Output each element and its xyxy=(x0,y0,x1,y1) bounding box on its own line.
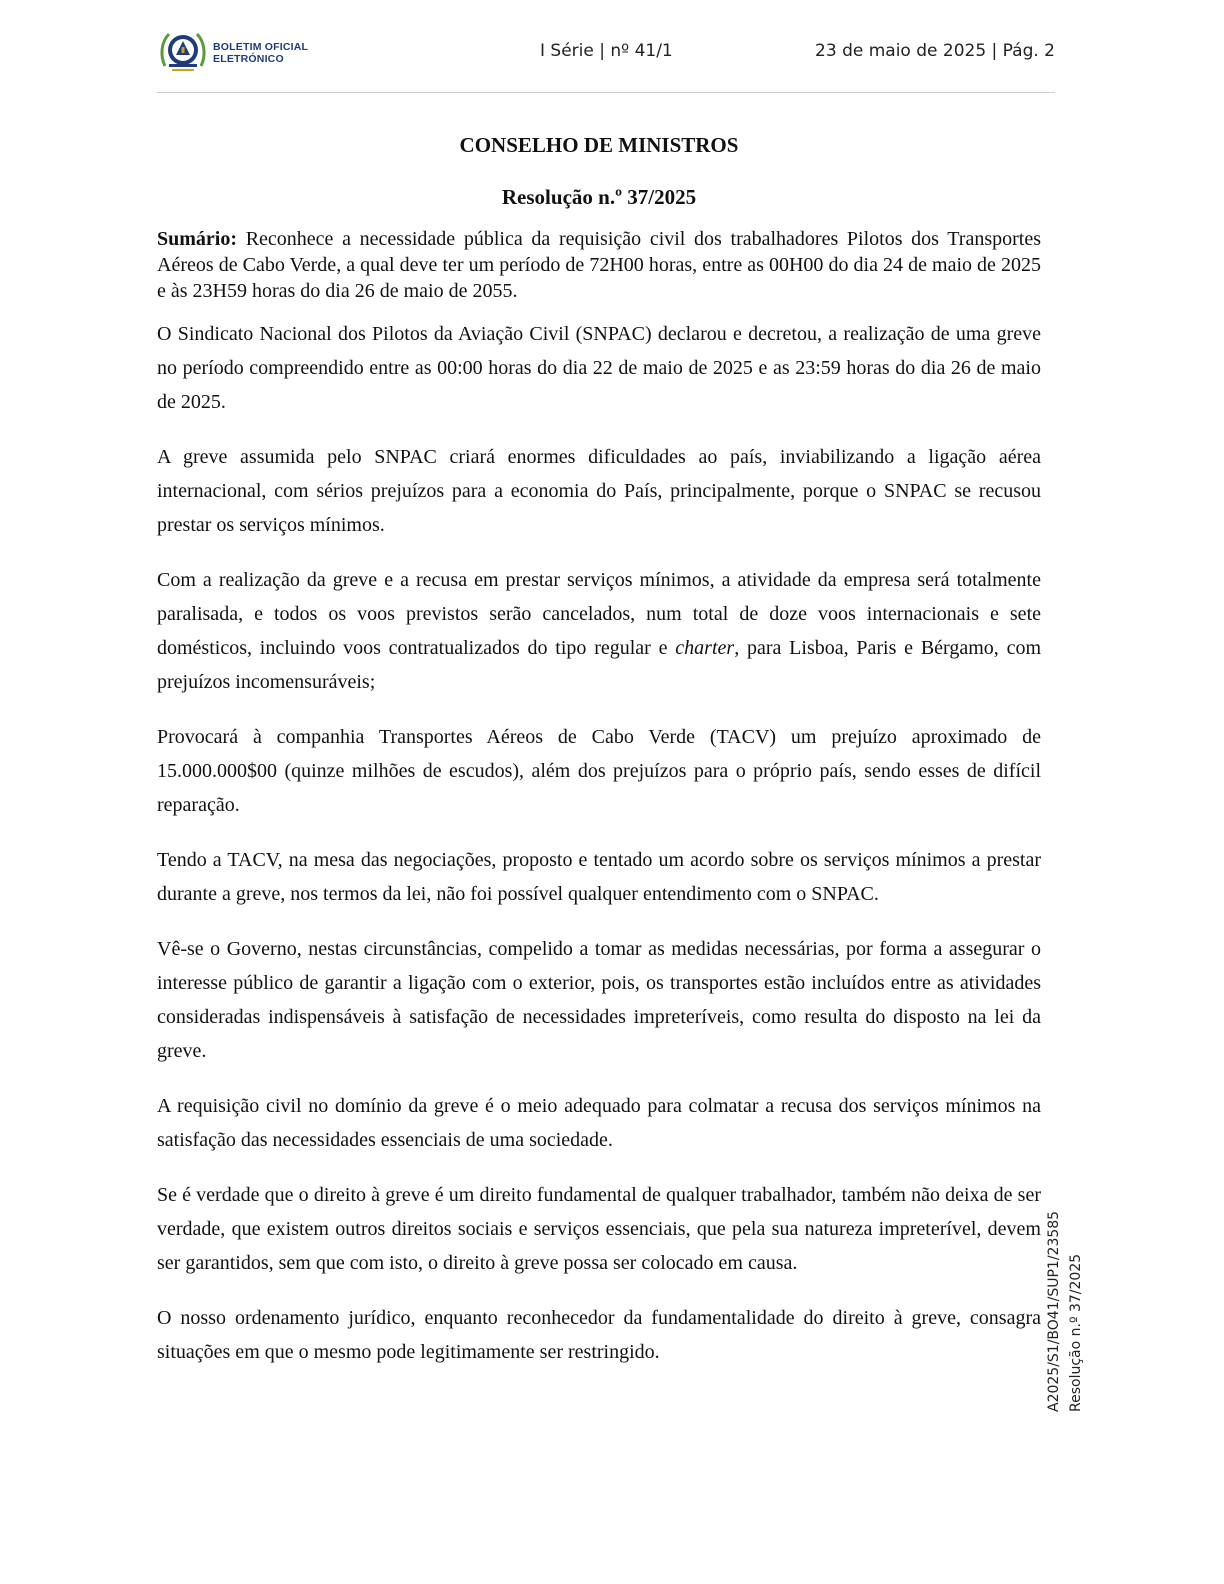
side-reference-code: A2025/S1/BO41/SUP1/23585 xyxy=(1046,1210,1062,1412)
paragraph: A requisição civil no domínio da greve é o meio adequado para colmatar a recusa dos serviços mínimos na satisfação das necessidades essenciais de uma sociedade. xyxy=(157,1095,1041,1151)
paragraph: O Sindicato Nacional dos Pilotos da Aviação Civil (SNPAC) declarou e decretou, a realização de uma greve no período compreendido entre as 00:00 horas do dia 22 de maio de 2025 e as 23:59 horas do dia 26 de maio de 2025. xyxy=(157,323,1041,413)
summary-label: Sumário: xyxy=(157,228,237,250)
side-reference-text xyxy=(1043,1211,1087,1412)
paragraph: Vê-se o Governo, nestas circunstâncias, compelido a tomar as medidas necessárias, por forma a assegurar o interesse público de garantir a ligação com o exterior, pois, os transportes estão incluídos entre as atividades consideradas indispensáveis à satisfação de necessidades impreteríveis, como resulta do disposto na lei da greve. xyxy=(157,938,1041,1062)
paragraph: Provocará à companhia Transportes Aéreos de Cabo Verde (TACV) um prejuízo aproximado de 15.000.000$00 (quinze milhões de escudos), além dos prejuízos para o próprio país, sendo esses de difícil reparação. xyxy=(157,726,1041,816)
series-number: I Série | nº 41/1 xyxy=(540,41,673,61)
resolution-number: Resolução n.º 37/2025 xyxy=(501,185,697,209)
logo-line-2: ELETRÓNICO xyxy=(213,53,284,65)
document-title: CONSELHO DE MINISTROS xyxy=(459,133,739,157)
paragraph xyxy=(157,563,1041,699)
side-reference xyxy=(1046,1200,1109,1412)
date-and-page: 23 de maio de 2025 | Pág. 2 xyxy=(815,41,1055,61)
page-header xyxy=(157,22,1055,82)
logo-text xyxy=(213,41,308,65)
paragraph-text: , para Lisboa, Paris e Bérgamo, com prejuízos incomensuráveis; xyxy=(157,637,1042,693)
paragraph: A greve assumida pelo SNPAC criará enormes dificuldades ao país, inviabilizando a ligação aérea internacional, com sérios prejuízos para a economia do País, principalmente, porque o SNPAC se recusou prestar os serviços mínimos. xyxy=(157,446,1041,536)
boletim-oficial-logo xyxy=(157,26,317,78)
header-divider xyxy=(157,92,1055,93)
paragraph: O nosso ordenamento jurídico, enquanto reconhecedor da fundamentalidade do direito à greve, consagra situações em que o mesmo pode legitimamente ser restringido. xyxy=(157,1307,1041,1363)
summary-text: Reconhece a necessidade pública da requisição civil dos trabalhadores Pilotos dos Transportes Aéreos de Cabo Verde, a qual deve ter um período de 72H00 horas, entre as 00H00 do dia 24 de maio de 2025 e às 23H59 horas do dia 26 de maio de 2055. xyxy=(157,228,1041,302)
coat-of-arms-icon xyxy=(157,26,209,78)
side-reference-resolution: Resolução n.º 37/2025 xyxy=(1068,1253,1084,1412)
summary xyxy=(157,226,1041,304)
paragraph-italic-term: charter xyxy=(675,637,735,659)
document-body xyxy=(157,128,1041,1369)
paragraph: Tendo a TACV, na mesa das negociações, proposto e tentado um acordo sobre os serviços mínimos a prestar durante a greve, nos termos da lei, não foi possível qualquer entendimento com o SNPAC. xyxy=(157,849,1041,905)
paragraph: Se é verdade que o direito à greve é um direito fundamental de qualquer trabalhador, também não deixa de ser verdade, que existem outros direitos sociais e serviços essenciais, que pela sua natureza impreterível, devem ser garantidos, sem que com isto, o direito à greve possa ser colocado em causa. xyxy=(157,1184,1041,1274)
paragraph-text: Com a realização da greve e a recusa em prestar serviços mínimos, a atividade da empresa será totalmente paralisada, e todos os voos previstos serão cancelados, num total de doze voos internacionais e sete domésticos, incluindo voos contratualizados do tipo regular e xyxy=(157,569,1041,659)
logo-line-1: BOLETIM OFICIAL xyxy=(213,41,309,53)
